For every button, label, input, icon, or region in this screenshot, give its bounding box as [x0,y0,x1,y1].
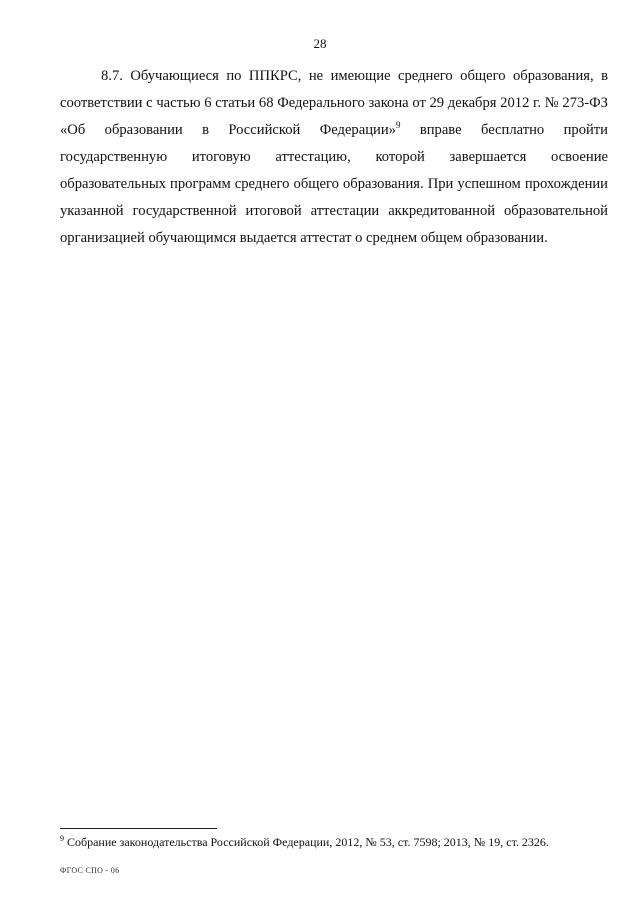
footnote-text: Собрание законодательства Российской Федерации, 2012, № 53, ст. 7598; 2013, № 19, ст. 2326. [64,835,549,849]
footnote-reference[interactable]: 9 [395,120,401,131]
paragraph-text-end: вправе бесплатно пройти государственную итоговую аттестацию, которой завершается освоение образовательных программ среднего общего образования. При успешном прохождении указанной государственной итоговой аттестации аккредитованной образовательной организацией обучающимся выдается аттестат о среднем общем образовании. [60,122,608,246]
document-code: ФГОС СПО - 06 [60,866,120,875]
footnote-marker: 9 [60,834,64,843]
paragraph-8-7 [60,63,608,252]
footnote-divider [60,828,217,829]
paragraph-text-start: 8.7. Обучающиеся по ППКРС, не имеющие среднего общего образования, в соответствии с частью 6 статьи 68 Федерального закона от 29 декабря 2012 г. № 273-ФЗ «Об образовании в Российской Федерации» [60,68,608,138]
page-number: 28 [313,36,327,51]
footnote-9 [60,834,620,850]
